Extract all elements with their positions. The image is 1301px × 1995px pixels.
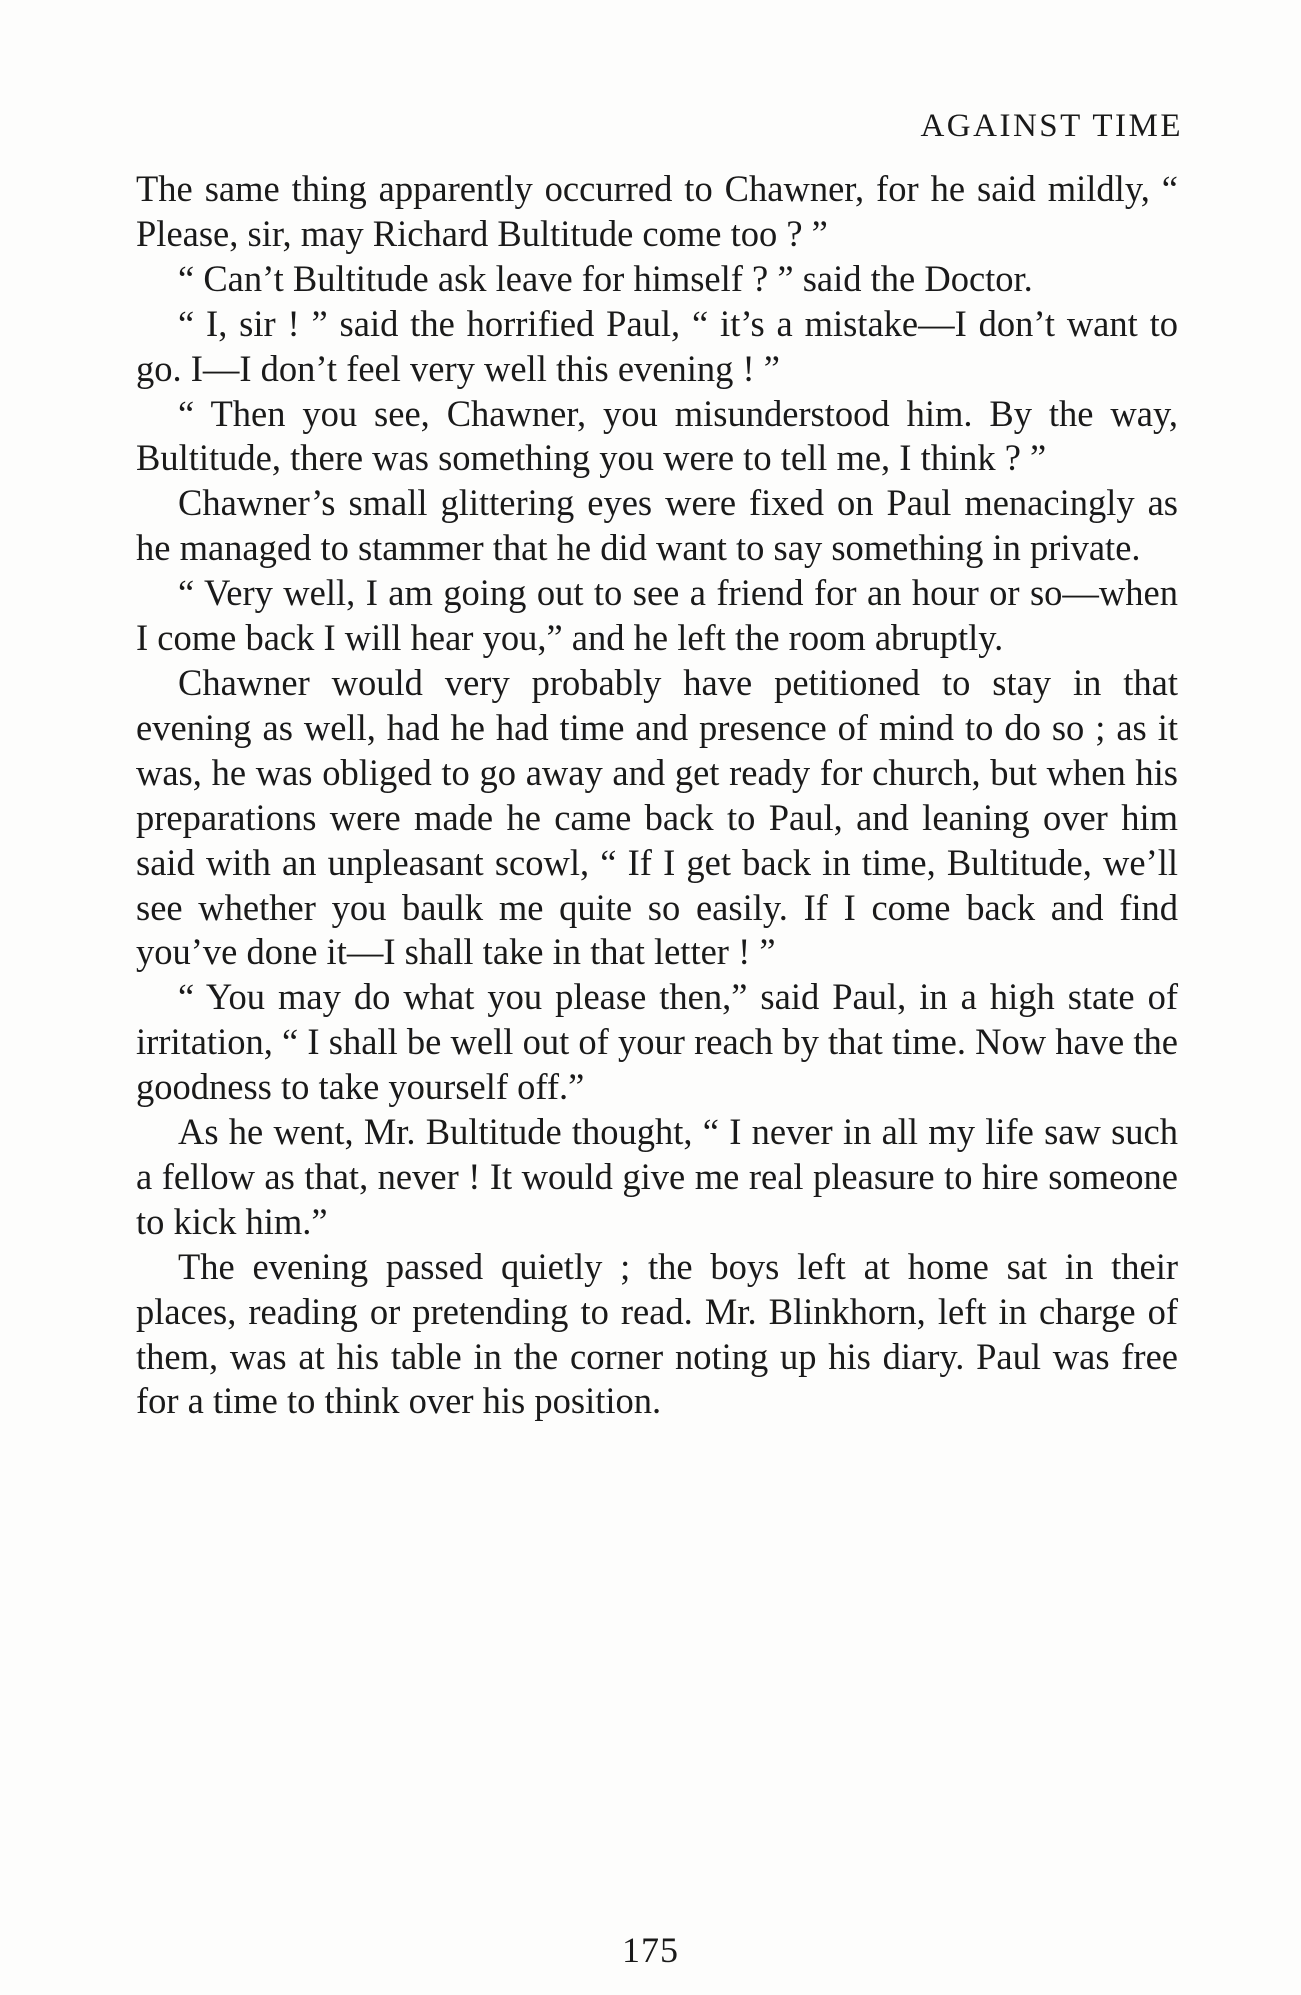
paragraph: “ I, sir ! ” said the horrified Paul, “ it’s a mistake—I don’t want to go. I—I don’t feel very well this evening ! ” — [136, 302, 1178, 389]
paragraph: The evening passed quietly ; the boys left at home sat in their places, reading or pretending to read. Mr. Blinkhorn, left in charge of them, was at his table in the corner noting up his diary. Paul was free for a time to think over his position. — [136, 1245, 1178, 1422]
body-text — [136, 167, 1178, 1424]
paragraph: “ Then you see, Chawner, you misunderstood him. By the way, Bultitude, there was something you were to tell me, I think ? ” — [136, 392, 1178, 479]
paragraph: “ You may do what you please then,” said Paul, in a high state of irritation, “ I shall be well out of your reach by that time. Now have the goodness to take yourself off.” — [136, 976, 1178, 1108]
paragraph: Chawner would very probably have petitioned to stay in that evening as well, had he had time and presence of mind to do so ; as it was, he was obliged to go away and get ready for church, but when his preparations were made he came back to Paul, and leaning over him said with an unpleasant scowl, “ If I get back in time, Bultitude, we’ll see whether you baulk me quite so easily. If I come back and find you’ve done it—I shall take in that letter ! ” — [136, 661, 1178, 973]
running-head: AGAINST TIME — [920, 108, 1183, 144]
paragraph: As he went, Mr. Bultitude thought, “ I never in all my life saw such a fellow as that, never ! It would give me real pleasure to hire someone to kick him.” — [136, 1111, 1178, 1242]
paragraph: “ Can’t Bultitude ask leave for himself ? ” said the Doctor. — [178, 257, 1033, 299]
paragraph: “ Very well, I am going out to see a friend for an hour or so—when I come back I will hear you,” and he left the room abruptly. — [136, 572, 1178, 659]
paragraph: Chawner’s small glittering eyes were fixed on Paul menacingly as he managed to stammer that he did want to say something in private. — [136, 482, 1178, 569]
page-number: 175 — [622, 1930, 679, 1970]
paragraph: The same thing apparently occurred to Chawner, for he said mildly, “ Please, sir, may Richard Bultitude come too ? ” — [136, 168, 1178, 254]
